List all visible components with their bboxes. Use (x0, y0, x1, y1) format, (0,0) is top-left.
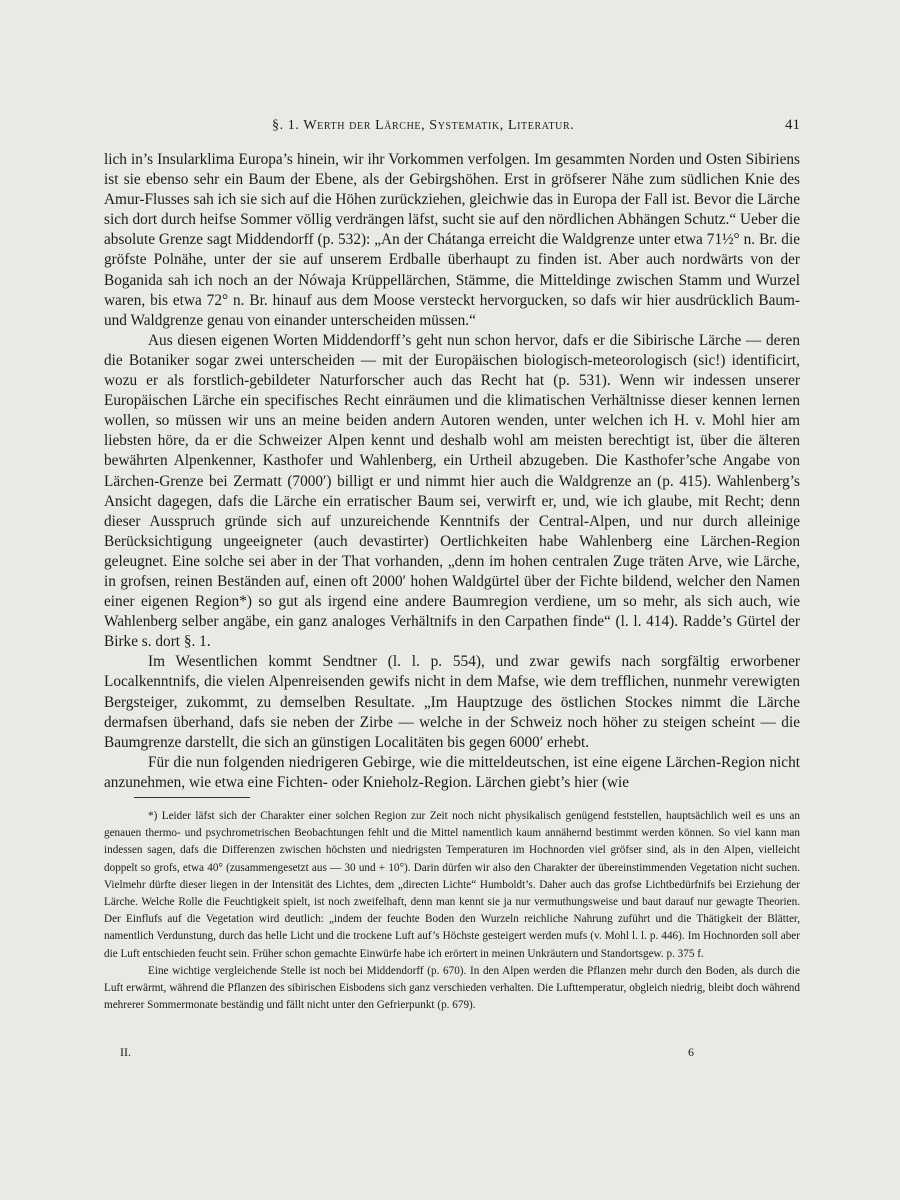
footnotes (104, 808, 800, 1014)
footnote-1: *) Leider läfst sich der Charakter einer solchen Region zur Zeit noch nicht physikalisch genügend feststellen, hauptsächlich weil es uns an genauen thermo- und psychrometrischen Beobachtungen fehlt und die Mittel namentlich kaum annähernd bestimmt werden können. So viel kann man indessen sagen, dafs die Differenzen zwischen höchsten und niedrigsten Temperaturen im Hochnorden viel gröfser sind, als in den Alpen, vielleicht doppelt so grofs, etwa 40° (zusammengesetzt aus — 30 und + 10°). Darin dürfen wir also den Charakter der übereinstimmenden Vegetation nicht suchen. Vielmehr dürfte dieser liegen in der Intensität des Lichtes, dem „directen Lichte“ Humboldt’s. Daher auch das grofse Lichtbedürfnifs bei Erziehung der Lärche. Welche Rolle die Feuchtigkeit spielt, ist noch zweifelhaft, denn man kennt sie ja nur vermuthungsweise und baut darauf nur gewagte Theorien. Der Einflufs auf die Vegetation wird deutlich: „indem der feuchte Boden den Wurzeln reichliche Nahrung zuführt und die Thätigkeit der Blätter, namentlich Verdunstung, durch das helle Licht und die trockene Luft auf’s Höchste gesteigert werden mufs (v. Mohl l. l. p. 446). Im Hochnorden soll aber die Luft entschieden feucht sein. Früher schon gemachte Einwürfe habe ich erörtert in meinen Unkräutern und Standortsgew. p. 375 f. (104, 810, 800, 960)
main-text (104, 150, 800, 793)
sheet-mark: 6 (688, 1045, 694, 1059)
page-number: 41 (785, 117, 800, 133)
paragraph-3: Im Wesentlichen kommt Sendtner (l. l. p. 554), und zwar gewifs nach sorgfältig erworbener Localkenntnifs, die vielen Alpenreisenden gewifs nicht in dem Mafse, wie dem trefflichen, nunmehr verewigten Bergsteiger, zukommt, zu demselben Resultate. „Im Hauptzuge des östlichen Stockes nimmt die Lärche dermafsen überhand, dafs sie neben der Zirbe — welche in der Schweiz noch höher zu steigen scheint — die Baumgrenze darstellt, die sich an günstigen Localitäten bis gegen 6000′ erhebt. (104, 653, 800, 751)
volume-mark: II. (120, 1045, 131, 1059)
running-header (104, 118, 800, 140)
footnote-rule (134, 797, 250, 798)
paragraph-1: lich in’s Insularklima Europa’s hinein, wir ihr Vorkommen verfolgen. Im gesammten Norden und Osten Sibiriens ist sie ebenso sehr ein Baum der Ebene, als der Gebirgshöhen. Erst in gröfserer Nähe zum südlichen Knie des Amur-Flusses sah ich sie sich auf die Höhen zurückziehen, gleichwie das in Europa der Fall ist. Bevor die Lärche sich dort durch heifse Sommer völlig verdrängen läfst, sucht sie auf den nördlichen Abhängen Schutz.“ Ueber die absolute Grenze sagt Middendorff (p. 532): „An der Chátanga erreicht die Waldgrenze unter etwa 71½° n. Br. die gröfste Polnähe, unter der sie auf unserem Erdballe überhaupt zu finden ist. Aber auch nordwärts von der Boganida sah ich noch an der Nówaja Krüppellärchen, Stämme, die Mitteldinge zwischen Stamm und Wurzel waren, bis etwa 72° n. Br. hinauf aus dem Moose versteckt hervorgucken, so dafs wir hier ausdrücklich Baum- und Waldgrenze genau von einander unterscheiden müssen.“ (104, 151, 800, 329)
section-title: §. 1. Werth der Lärche, Systematik, Literatur. (272, 118, 575, 133)
paragraph-2: Aus diesen eigenen Worten Middendorff’s geht nun schon hervor, dafs er die Sibirische Lärche — deren die Botaniker sogar zwei unterscheiden — mit der Europäischen biologisch-meteorologisch (sic!) identificirt, wozu er als forstlich-gebildeter Naturforscher auch das Recht hat (p. 531). Wenn wir indessen unserer Europäischen Lärche ein specifisches Recht einräumen und die klimatischen Verhältnisse dieser kennen lernen wollen, so müssen wir uns an meine beiden andern Autoren wenden, unter welchen ich H. v. Mohl hier am liebsten höre, da er die Schweizer Alpen kennt und deshalb wohl am meisten berechtigt ist, über die älteren bewährten Alpenkenner, Kasthofer und Wahlenberg, ein Urtheil abzugeben. Die Kasthofer’sche Angabe von Lärchen-Grenze bei Zermatt (7000′) billigt er und nimmt hier auch die Waldgrenze an (p. 415). Wahlenberg’s Ansicht dagegen, dafs die Lärche ein erratischer Baum sei, verwirft er, und, wie ich glaube, mit Recht; denn dieser Ausspruch gründe sich auf unzureichende Kenntnifs der Central-Alpen, und nur durch alleinige Berücksichtigung ungeeigneter (auch devastirter) Oertlichkeiten habe Wahlenberg eine Lärchen-Region geleugnet. Eine solche sei aber in der That vorhanden, „denn im hohen centralen Zuge träten Arve, wie Lärche, in grofsen, reinen Beständen auf, einen oft 2000′ hohen Waldgürtel über der Fichte bildend, welcher den Namen einer eigenen Region*) so gut als irgend eine andere Baumregion verdiene, um so mehr, als sich auch, wie Wahlenberg selber angäbe, ein ganz analoges Verhältnifs in den Carpathen finde“ (l. l. 414). Radde’s Gürtel der Birke s. dort §. 1. (104, 331, 800, 651)
footnote-2: Eine wichtige vergleichende Stelle ist noch bei Middendorff (p. 670). In den Alpen werden die Pflanzen mehr durch den Boden, als durch die Luft erwärmt, während die Pflanzen des sibirischen Eisbodens sich ganz verschieden verhalten. Die Lufttemperatur, obgleich niedrig, bleibt doch während mehrerer Sommermonate beständig und fällt nicht unter den Gefrierpunkt (p. 679). (104, 964, 800, 1012)
paragraph-4: Für die nun folgenden niedrigeren Gebirge, wie die mitteldeutschen, ist eine eigene Lärchen-Region nicht anzunehmen, wie etwa eine Fichten- oder Knieholz-Region. Lärchen giebt’s hier (wie (104, 753, 800, 791)
